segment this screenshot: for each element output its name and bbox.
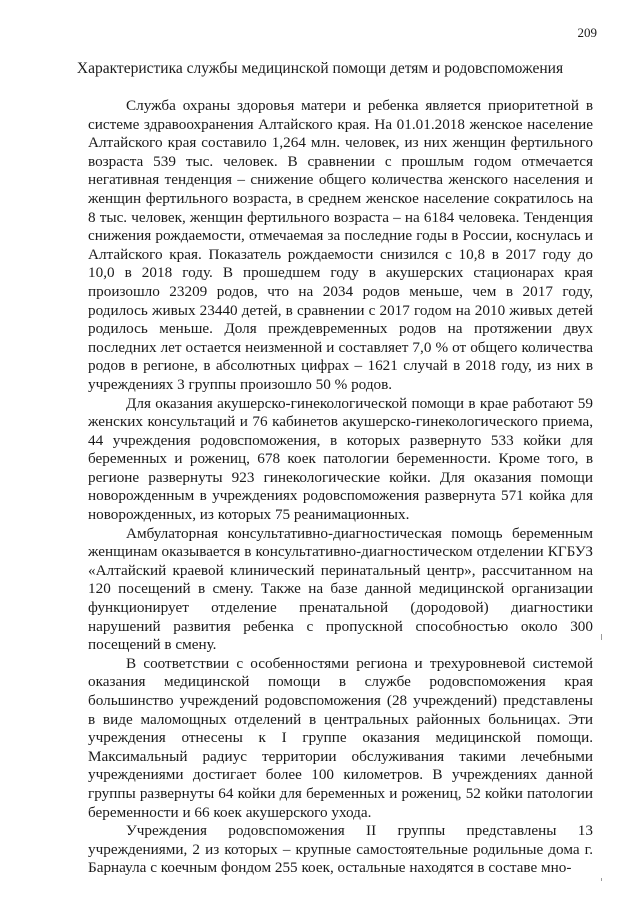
scan-speck: [601, 878, 602, 881]
paragraph-2: Для оказания акушерско-гинекологической помощи в крае работают 59 женских консультаций и 76 кабинетов акушерско-гинекологического приема, 44 учреждения родовспоможения, в которых развернуто 533 койки для беременных и рожениц, 678 коек патологии беременности. Кроме того, в регионе развернуты 923 гинекологические койки. Для оказания помощи новорожденным в учреждениях родовспоможения развернута 571 койка для новорожденных, из которых 75 реанимационных.: [88, 394, 593, 524]
page-number: 209: [577, 25, 597, 40]
body-text: [88, 97, 593, 878]
section-title: Характеристика службы медицинской помощи детям и родовспоможения: [76, 60, 564, 77]
paragraph-5: Учреждения родовспоможения II группы представлены 13 учреждениями, 2 из которых – крупные самостоятельные родильные дома г. Барнаула с коечным фондом 255 коек, остальные находятся в составе мно-: [88, 822, 593, 877]
paragraph-3: Амбулаторная консультативно-диагностическая помощь беременным женщинам оказывается в консультативно-диагностическом отделении КГБУЗ «Алтайский краевой клинический перинатальный центр», рассчитанном на 120 посещений в смену. Также на базе данной медицинской организации функционирует отделение пренатальной (дородовой) диагностики нарушений развития ребенка с пропускной способностью около 300 посещений в смену.: [88, 524, 593, 654]
paragraph-1: Служба охраны здоровья матери и ребенка является приоритетной в системе здравоохранения Алтайского края. На 01.01.2018 женское население Алтайского края составило 1,264 млн. человек, из них женщин фертильного возраста 539 тыс. человек. В сравнении с прошлым годом отмечается негативная тенденция – снижение общего количества женского населения и женщин фертильного возраста, в среднем женское население сократилось на 8 тыс. человек, женщин фертильного возраста – на 6184 человека. Тенденция снижения рождаемости, отмечаемая за последние годы в России, коснулась и Алтайского края. Показатель рождаемости снизился с 10,8 в 2017 году до 10,0 в 2018 году. В прошедшем году в акушерских стационарах края произошло 23209 родов, что на 2034 родов меньше, чем в 2017 году, родилось живых 23440 детей, в сравнении с 2017 годом на 2010 живых детей родилось меньше. Доля преждевременных родов на протяжении двух последних лет остается неизменной и составляет 7,0 % от общего количества родов в регионе, в абсолютных цифрах – 1621 случай в 2018 году, из них в учреждениях 3 группы произошло 50 % родов.: [88, 97, 593, 393]
paragraph-4: В соответствии с особенностями региона и трехуровневой системой оказания медицинской помощи в службе родовспоможения края большинство учреждений родовспоможения (28 учреждений) представлены в виде маломощных отделений в центральных районных больницах. Эти учреждения отнесены к I группе оказания медицинской помощи. Максимальный радиус территории обслуживания такими лечебными учреждениями достигает более 100 километров. В учреждениях данной группы развернуты 64 койки для беременных и рожениц, 52 койки патологии беременности и 66 коек акушерского ухода.: [88, 654, 593, 821]
scan-speck: [601, 634, 602, 640]
